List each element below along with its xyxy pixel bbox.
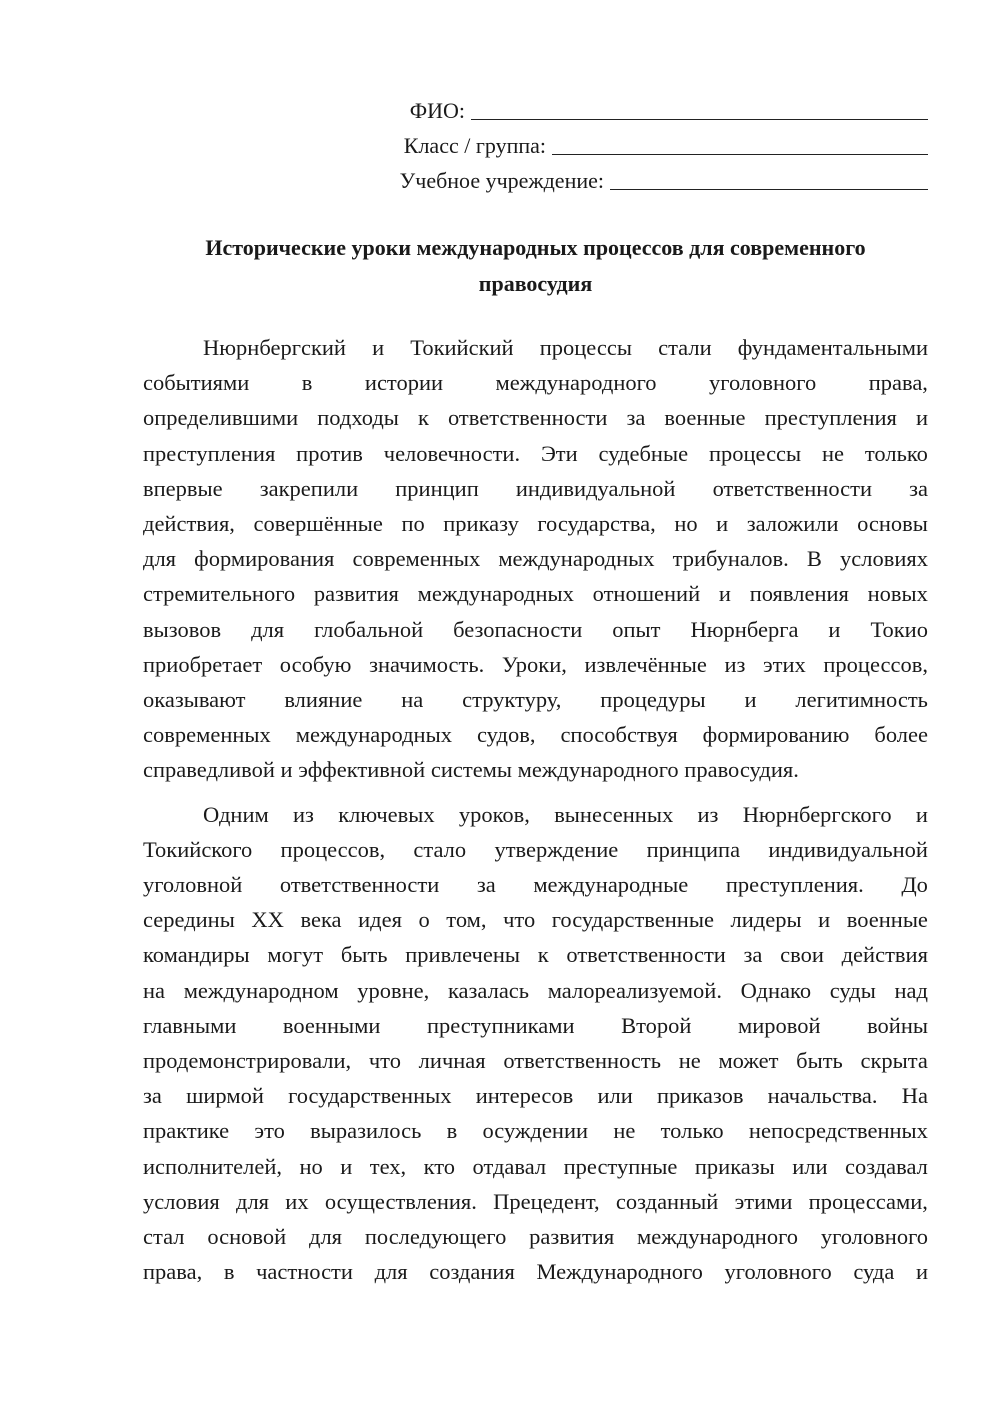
text-line: исполнителей, но и тех, кто отдавал преступные приказы или создавал: [143, 1153, 928, 1179]
text-line: стал основой для последующего развития международного уголовного: [143, 1224, 928, 1250]
text-line: за ширмой государственных интересов или приказов начальства. На: [143, 1083, 928, 1109]
paragraph-2: [143, 797, 928, 1290]
fio-label: ФИО:: [409, 98, 465, 123]
text-line: вызовов для глобальной безопасности опыт Нюрнберга и Токио: [143, 616, 928, 642]
document-body: [143, 330, 928, 1289]
text-line: справедливой и эффективной системы международного правосудия.: [143, 757, 799, 783]
text-line: права, в частности для создания Международного уголовного суда и: [143, 1259, 928, 1285]
text-line: современных международных судов, способствуя формированию более: [143, 722, 928, 748]
class-blank-line: [552, 132, 928, 155]
school-label: Учебное учреждение:: [399, 168, 604, 193]
text-line: определившими подходы к ответственности за военные преступления и: [143, 405, 928, 431]
text-line: практике это выразилось в осуждении не только непосредственных: [143, 1118, 928, 1144]
fio-blank-line: [471, 97, 928, 120]
text-line: главными военными преступниками Второй мировой войны: [143, 1012, 928, 1038]
class-label: Класс / группа:: [403, 133, 546, 158]
text-line: продемонстрировали, что личная ответственность не может быть скрыта: [143, 1048, 928, 1074]
text-line: для формирования современных международных трибуналов. В условиях: [143, 546, 928, 572]
text-line: Токийского процессов, стало утверждение принципа индивидуальной: [143, 836, 928, 862]
school-row: [360, 163, 928, 198]
text-line: условия для их осуществления. Прецедент, созданный этими процессами,: [143, 1188, 928, 1214]
text-line: стремительного развития международных отношений и появления новых: [143, 581, 928, 607]
student-info-form: [360, 93, 928, 198]
document-title: [143, 230, 928, 302]
text-line: действия, совершённые по приказу государства, но и заложили основы: [143, 511, 928, 537]
paragraph-1: [143, 330, 928, 788]
text-line: преступления против человечности. Эти судебные процессы не только: [143, 440, 928, 466]
fio-row: [360, 93, 928, 128]
text-line: середины XX века идея о том, что государственные лидеры и военные: [143, 907, 928, 933]
class-row: [360, 128, 928, 163]
text-line: Нюрнбергский и Токийский процессы стали фундаментальными: [203, 335, 928, 360]
text-line: приобретает особую значимость. Уроки, извлечённые из этих процессов,: [143, 651, 928, 677]
text-line: на международном уровне, казалась малореализуемой. Однако суды над: [143, 977, 928, 1003]
text-line: оказывают влияние на структуру, процедуры и легитимность: [143, 687, 928, 713]
title-line-2: правосудия: [478, 271, 593, 296]
text-line: Одним из ключевых уроков, вынесенных из Нюрнбергского и: [203, 801, 928, 827]
text-line: командиры могут быть привлечены к ответственности за свои действия: [143, 942, 928, 968]
title-line-1: Исторические уроки международных процессов для современного: [205, 235, 866, 260]
school-blank-line: [610, 167, 928, 190]
text-line: событиями в истории международного уголовного права,: [143, 370, 928, 396]
text-line: уголовной ответственности за международные преступления. До: [143, 872, 928, 898]
text-line: впервые закрепили принцип индивидуальной ответственности за: [143, 475, 928, 501]
